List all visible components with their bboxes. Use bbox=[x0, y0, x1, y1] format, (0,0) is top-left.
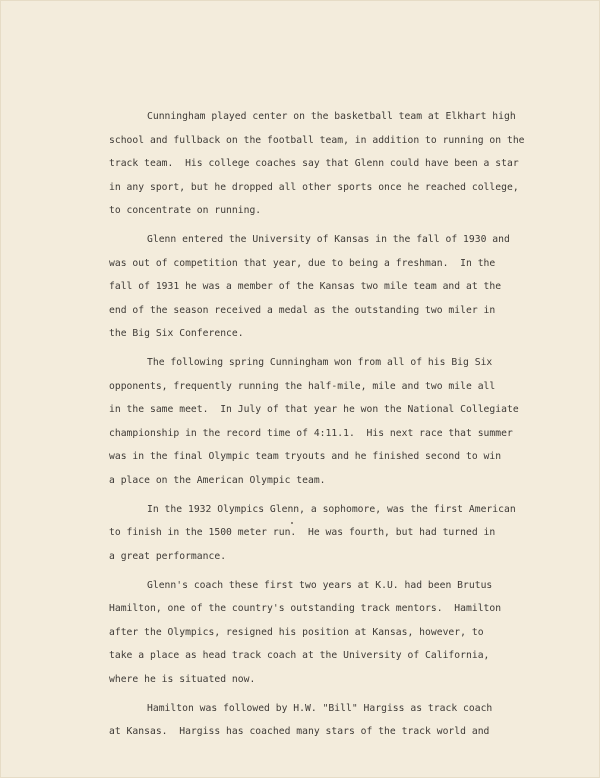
text-line: take a place as head track coach at the University of California, bbox=[109, 650, 490, 661]
text-line: a place on the American Olympic team. bbox=[109, 474, 326, 486]
document-body bbox=[109, 105, 529, 744]
text-line: opponents, frequently running the half-mile, mile and two mile all bbox=[109, 380, 496, 392]
text-line: in the same meet. In July of that year he won the National Collegiate bbox=[109, 404, 519, 415]
text-line: at Kansas. Hargiss has coached many stars of the track world and bbox=[109, 726, 490, 737]
text-line: In the 1932 Olympics Glenn, a sophomore, was the first American bbox=[147, 503, 516, 515]
paragraph bbox=[109, 105, 529, 223]
text-line: championship in the record time of 4:11.1. His next race that summer bbox=[109, 427, 513, 439]
paragraph bbox=[109, 697, 529, 744]
text-line: to concentrate on running. bbox=[109, 205, 262, 216]
paragraph bbox=[109, 498, 529, 569]
text-line: fall of 1931 he was a member of the Kansas two mile team and at the bbox=[109, 281, 502, 292]
text-line: the Big Six Conference. bbox=[109, 328, 244, 339]
text-line: in any sport, but he dropped all other sports once he reached college, bbox=[109, 181, 519, 193]
text-line: after the Olympics, resigned his position at Kansas, however, to bbox=[109, 626, 484, 638]
text-line: where he is situated now. bbox=[109, 673, 256, 685]
text-line: Glenn's coach these first two years at K.U. had been Brutus bbox=[147, 579, 493, 591]
paragraph bbox=[109, 351, 529, 492]
text-line: The following spring Cunningham won from all of his Big Six bbox=[147, 357, 493, 368]
text-line: Hamilton, one of the country's outstanding track mentors. Hamilton bbox=[109, 603, 502, 614]
paragraph bbox=[109, 574, 529, 692]
text-line: end of the season received a medal as the outstanding two miler in bbox=[109, 304, 496, 316]
text-line: was out of competition that year, due to being a freshman. In the bbox=[109, 257, 496, 269]
paper-speck bbox=[291, 522, 293, 524]
text-line: to finish in the 1500 meter run. He was fourth, but had turned in bbox=[109, 527, 496, 538]
text-line: Glenn entered the University of Kansas in the fall of 1930 and bbox=[147, 234, 510, 245]
text-line: track team. His college coaches say that Glenn could have been a star bbox=[109, 158, 519, 169]
text-line: Hamilton was followed by H.W. "Bill" Hargiss as track coach bbox=[147, 702, 493, 714]
text-line: school and fullback on the football team, in addition to running on the bbox=[109, 134, 525, 146]
paragraph bbox=[109, 228, 529, 346]
text-line: a great performance. bbox=[109, 550, 227, 562]
text-line: Cunningham played center on the basketball team at Elkhart high bbox=[147, 111, 516, 122]
text-line: was in the final Olympic team tryouts and he finished second to win bbox=[109, 451, 502, 462]
